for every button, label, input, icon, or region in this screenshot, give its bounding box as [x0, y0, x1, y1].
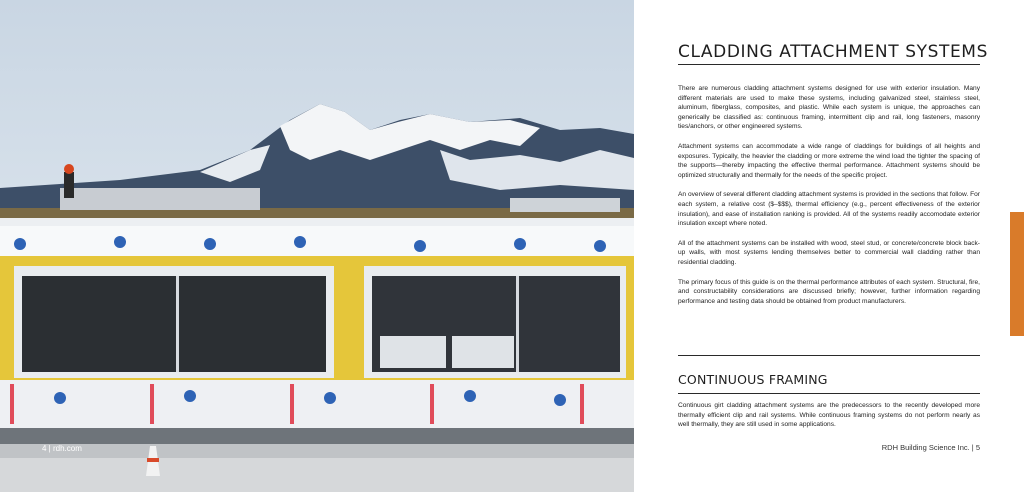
- paragraph: All of the attachment systems can be installed with wood, steel stud, or concrete/concrete block back-up walls, with most systems lending themselves better to commercial wall cladding rather than residential cladding.: [678, 239, 980, 266]
- paragraph: Continuous girt cladding attachment systems are the predecessors to the recently developed more thermally efficient clip and rail systems. While continuous framing systems do not perform nearly as well thermally, they are still used in some applications.: [678, 402, 980, 429]
- paragraph: The primary focus of this guide is on the thermal performance attributes of each system. Structural, fire, and constructability considerations are discussed briefly; however, further information regarding performance and testing data should be obtained from product manufacturers.: [678, 278, 980, 305]
- subheading-divider: [678, 393, 980, 394]
- section-text: [678, 401, 980, 440]
- page-title: CLADDING ATTACHMENT SYSTEMS: [678, 42, 988, 62]
- right-page: [634, 0, 1024, 492]
- section-divider: [678, 355, 980, 356]
- section-tab: [1010, 212, 1024, 336]
- paragraph: An overview of several different cladding attachment systems is provided in the sections that follow. For each system, a relative cost ($–$$$), thermal efficiency (e.g., percent effectiveness of the exterior insulation), and ease of installation ranking is provided. All of the systems readily accomodate exterior insulation except where noted.: [678, 191, 980, 228]
- title-divider: [678, 64, 980, 65]
- paragraph: Attachment systems can accommodate a wide range of claddings for buildings of all heights and exposures. Typically, the heavier the cladding or more extreme the wind load the tighter the spacing of the supports—thereby impacting the effective thermal performance. Attachment systems should be optimized structurally and thermally for the needs of the specific project.: [678, 142, 980, 179]
- right-page-footer: RDH Building Science Inc. | 5: [881, 443, 980, 452]
- left-page-footer: 4 | rdh.com: [42, 444, 82, 453]
- paragraph: There are numerous cladding attachment systems designed for use with exterior insulation. Many different materials are used to make these systems, including galvanized steel, stainless steel, aluminum, fiberglass, composites, and plastic. While each system is unique, the approaches can generically be classified as: continuous framing, intermittent clip and rail, long fasteners, masonry ties/anchors, or other engineered systems.: [678, 85, 980, 131]
- section-heading: CONTINUOUS FRAMING: [678, 372, 828, 387]
- intro-text: [678, 84, 980, 316]
